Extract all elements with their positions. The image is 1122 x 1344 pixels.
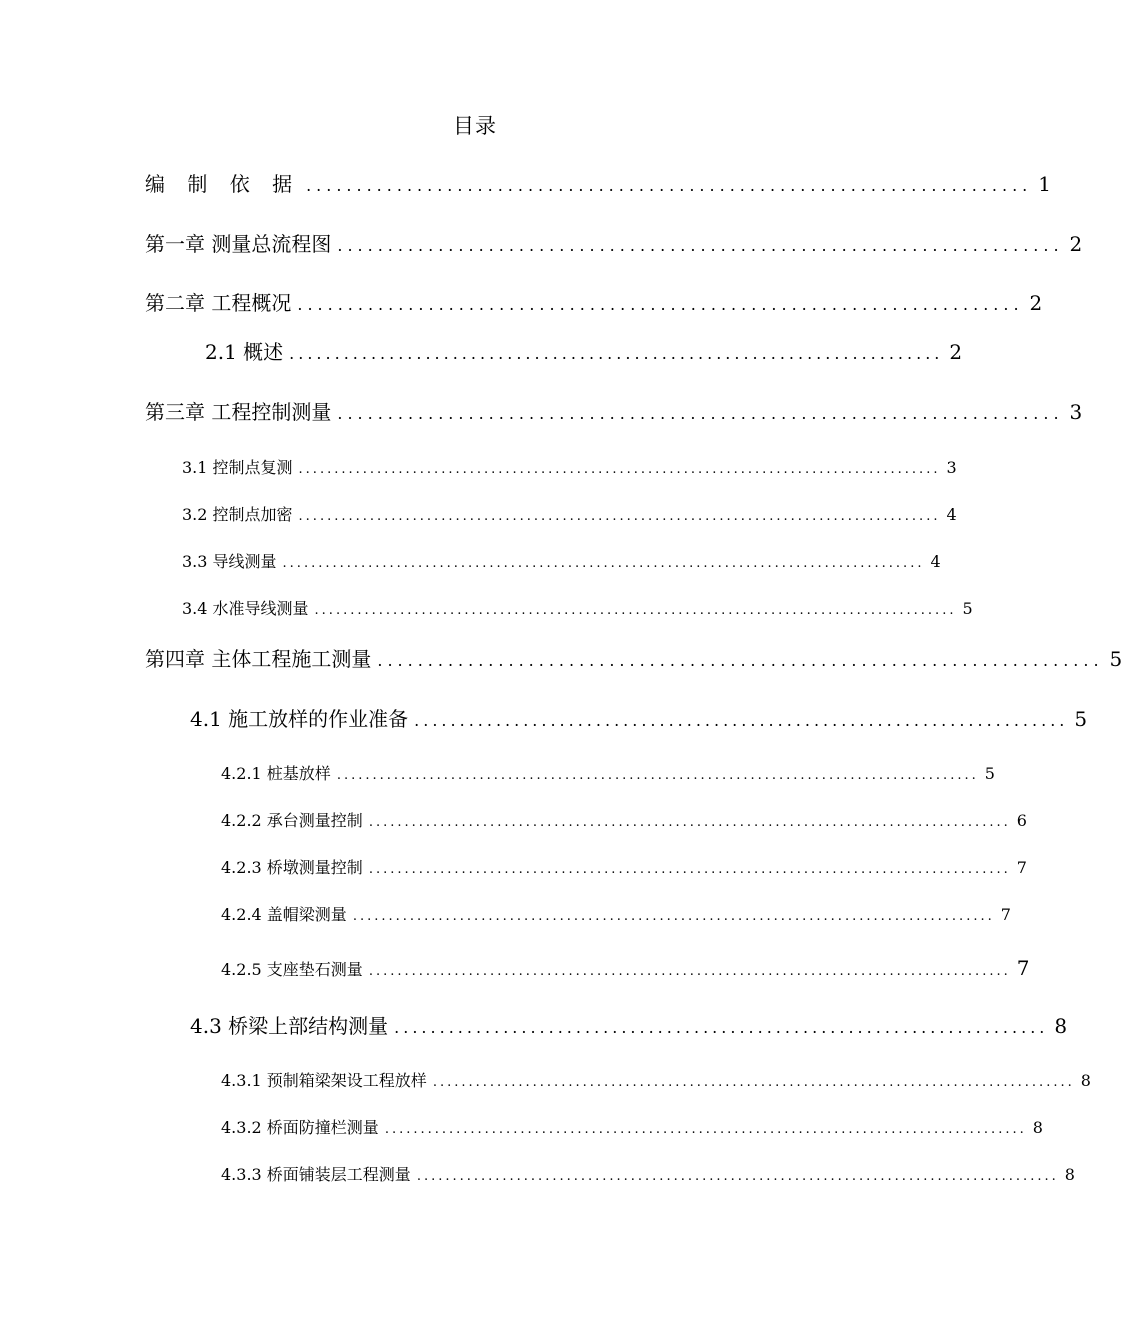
toc-entry[interactable] [190, 1014, 1068, 1038]
toc-leader-dots: .......................................................................................... [368, 862, 1011, 877]
toc-entry-label: 第一章 测量总流程图 [145, 232, 332, 256]
toc-entry-label: 3.4 水准导线测量 [182, 599, 309, 618]
toc-entry-label: 4.3 桥梁上部结构测量 [190, 1014, 389, 1038]
toc-leader-dots: ........................................................................ [306, 176, 1033, 195]
toc-entry[interactable] [182, 599, 973, 618]
toc-page-number: 5 [984, 764, 995, 783]
toc-entry[interactable] [221, 764, 995, 783]
toc-entry[interactable] [182, 458, 957, 477]
toc-entry[interactable] [145, 291, 1043, 315]
toc-page-number: 5 [962, 599, 973, 618]
toc-entry[interactable] [221, 1165, 1075, 1184]
toc-entry-label: 3.3 导线测量 [182, 552, 277, 571]
toc-entry[interactable] [221, 956, 1030, 980]
toc-leader-dots: .......................................................................................... [368, 964, 1011, 979]
toc-leader-dots: .......................................................................................... [298, 509, 941, 524]
toc-entry[interactable] [221, 1118, 1043, 1137]
toc-entry-label: 4.2.5 支座垫石测量 [221, 960, 363, 979]
toc-leader-dots: .......................................................................................... [352, 909, 995, 924]
toc-entry-label: 4.2.2 承台测量控制 [221, 811, 363, 830]
toc-entry-label: 3.1 控制点复测 [182, 458, 293, 477]
toc-entry-label: 3.2 控制点加密 [182, 505, 293, 524]
toc-entry[interactable] [182, 505, 957, 524]
toc-entry[interactable] [205, 340, 963, 364]
toc-leader-dots: .......................................................................................... [384, 1122, 1027, 1137]
toc-entry-label: 4.2.4 盖帽梁测量 [221, 905, 347, 924]
toc-page-number: 5 [1109, 647, 1122, 671]
toc-page-number: 7 [1000, 905, 1011, 924]
toc-leader-dots: .......................................................................................... [314, 603, 957, 618]
toc-leader-dots: ........................................................................ [289, 344, 944, 363]
toc-entry-label: 4.3.3 桥面铺装层工程测量 [221, 1165, 411, 1184]
toc-entry[interactable] [145, 647, 1122, 671]
toc-entry[interactable] [221, 858, 1027, 877]
toc-page-number: 8 [1032, 1118, 1043, 1137]
toc-entry-label: 4.2.1 桩基放样 [221, 764, 331, 783]
toc-entry-label: 第四章 主体工程施工测量 [145, 647, 372, 671]
toc-leader-dots: ........................................................................ [297, 295, 1024, 314]
toc-leader-dots: ........................................................................ [414, 711, 1069, 730]
toc-leader-dots: ........................................................................ [337, 404, 1064, 423]
toc-entry[interactable] [182, 552, 941, 571]
toc-page-number: 8 [1054, 1014, 1068, 1038]
toc-page-number: 2 [1069, 232, 1083, 256]
toc-page-number: 5 [1074, 707, 1088, 731]
toc-leader-dots: .......................................................................................... [298, 462, 941, 477]
toc-entry[interactable] [221, 811, 1027, 830]
toc-entry-label: 4.1 施工放样的作业准备 [190, 707, 409, 731]
toc-page-number: 3 [946, 458, 957, 477]
toc-leader-dots: .......................................................................................... [282, 556, 925, 571]
toc-page-number: 3 [1069, 400, 1083, 424]
toc-page-number: 1 [1038, 172, 1051, 196]
toc-entry-label: 第三章 工程控制测量 [145, 400, 332, 424]
toc-page-number: 7 [1016, 956, 1030, 980]
toc-page-number: 7 [1016, 858, 1027, 877]
toc-entry[interactable] [221, 905, 1011, 924]
toc-page-number: 8 [1064, 1165, 1075, 1184]
toc-leader-dots: ........................................................................ [394, 1018, 1049, 1037]
toc-entry[interactable] [221, 1071, 1091, 1090]
toc-entry-label: 2.1 概述 [205, 340, 284, 364]
toc-entry-label: 第二章 工程概况 [145, 291, 292, 315]
toc-entry[interactable] [145, 172, 1051, 196]
toc-page-number: 2 [949, 340, 963, 364]
toc-entry[interactable] [145, 232, 1083, 256]
toc-leader-dots: .......................................................................................... [416, 1169, 1059, 1184]
toc-page-number: 4 [946, 505, 957, 524]
toc-page-number: 2 [1029, 291, 1043, 315]
toc-entry-label: 4.3.2 桥面防撞栏测量 [221, 1118, 379, 1137]
toc-entry[interactable] [145, 400, 1083, 424]
toc-leader-dots: ........................................................................ [337, 236, 1064, 255]
toc-title: 目录 [453, 114, 497, 138]
toc-leader-dots: .......................................................................................... [336, 768, 979, 783]
toc-leader-dots: ........................................................................ [377, 651, 1104, 670]
toc-page-number: 6 [1016, 811, 1027, 830]
toc-page-number: 4 [930, 552, 941, 571]
toc-entry-label: 编 制 依 据 [145, 172, 301, 196]
toc-entry-label: 4.2.3 桥墩测量控制 [221, 858, 363, 877]
toc-leader-dots: .......................................................................................... [432, 1075, 1075, 1090]
toc-entry-label: 4.3.1 预制箱梁架设工程放样 [221, 1071, 427, 1090]
toc-entry[interactable] [190, 707, 1088, 731]
toc-page-number: 8 [1080, 1071, 1091, 1090]
toc-leader-dots: .......................................................................................... [368, 815, 1011, 830]
